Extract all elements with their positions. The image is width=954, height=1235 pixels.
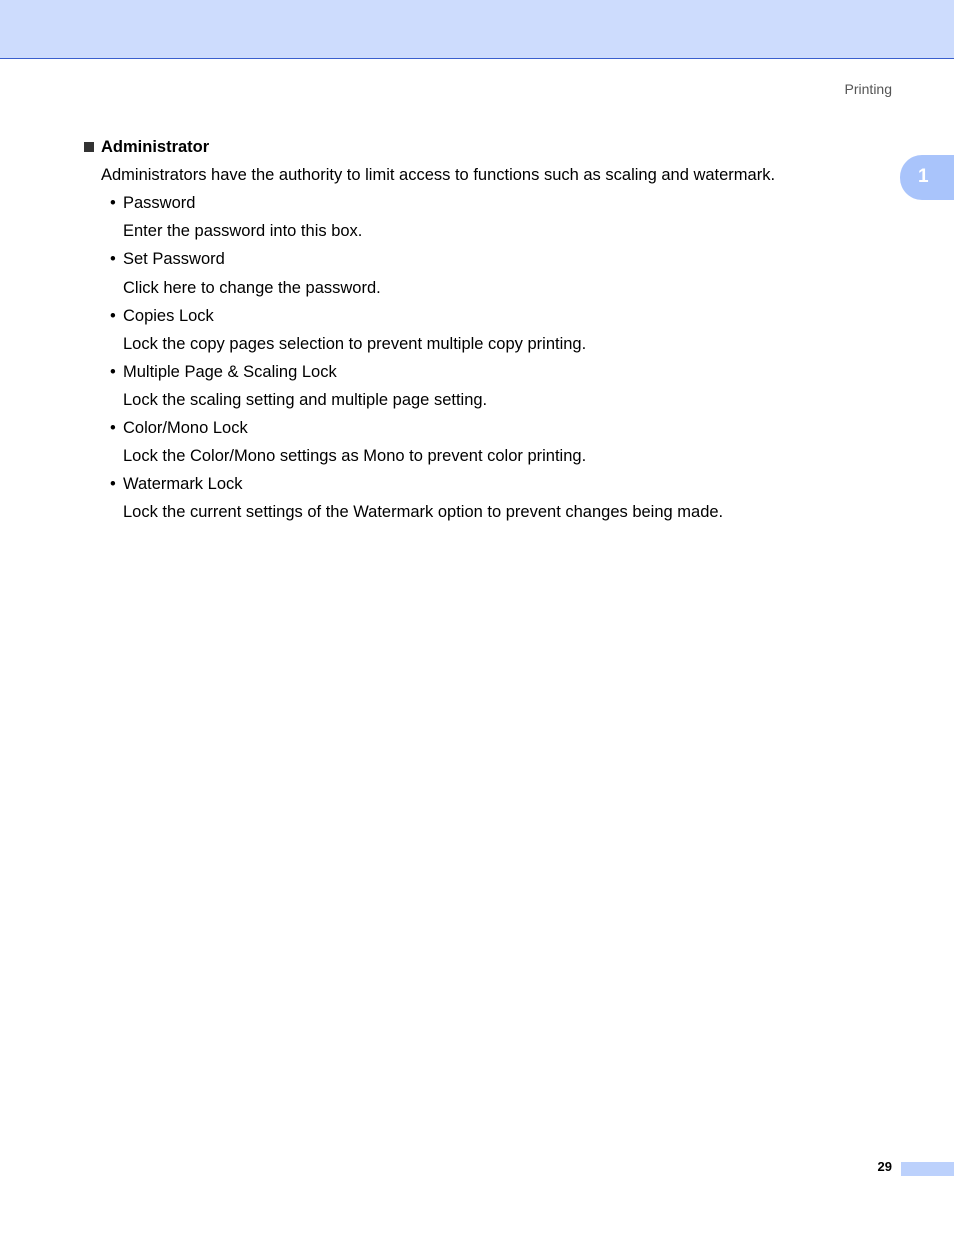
item-title-row	[110, 417, 864, 439]
footer-bar	[901, 1162, 954, 1176]
square-bullet-icon	[84, 142, 94, 152]
bullet-icon: •	[110, 194, 116, 212]
list-item	[110, 361, 864, 411]
page-number: 29	[877, 1159, 892, 1174]
running-header: Printing	[844, 81, 892, 97]
item-description: Lock the scaling setting and multiple page setting.	[123, 391, 488, 409]
item-description: Click here to change the password.	[123, 279, 381, 297]
item-description: Lock the current settings of the Watermark option to prevent changes being made.	[123, 503, 724, 521]
chapter-tab	[900, 155, 954, 200]
bullet-icon: •	[110, 419, 116, 437]
header-band	[0, 0, 954, 59]
list-item	[110, 192, 864, 242]
chapter-number: 1	[918, 166, 929, 187]
item-title-row	[110, 361, 864, 383]
page-content	[84, 136, 864, 523]
bullet-icon: •	[110, 250, 116, 268]
item-title-row	[110, 192, 864, 214]
item-title: Watermark Lock	[123, 475, 243, 493]
item-title-row	[110, 305, 864, 327]
item-title: Color/Mono Lock	[123, 419, 248, 437]
item-title: Copies Lock	[123, 307, 214, 325]
section-intro: Administrators have the authority to limit access to functions such as scaling and watermark.	[101, 166, 776, 184]
list-item	[110, 305, 864, 355]
section-heading	[84, 136, 864, 158]
item-title-row	[110, 248, 864, 270]
item-description: Lock the copy pages selection to prevent multiple copy printing.	[123, 335, 587, 353]
item-title: Multiple Page & Scaling Lock	[123, 363, 337, 381]
list-item	[110, 473, 864, 523]
item-description: Enter the password into this box.	[123, 222, 363, 240]
list-item	[110, 417, 864, 467]
list-item	[110, 248, 864, 299]
bullet-icon: •	[110, 363, 116, 381]
item-title-row	[110, 473, 864, 495]
section-heading-text: Administrator	[101, 137, 210, 156]
bullet-icon: •	[110, 307, 116, 325]
item-title: Set Password	[123, 250, 225, 268]
item-description: Lock the Color/Mono settings as Mono to prevent color printing.	[123, 447, 587, 465]
item-title: Password	[123, 194, 196, 212]
bullet-icon: •	[110, 475, 116, 493]
